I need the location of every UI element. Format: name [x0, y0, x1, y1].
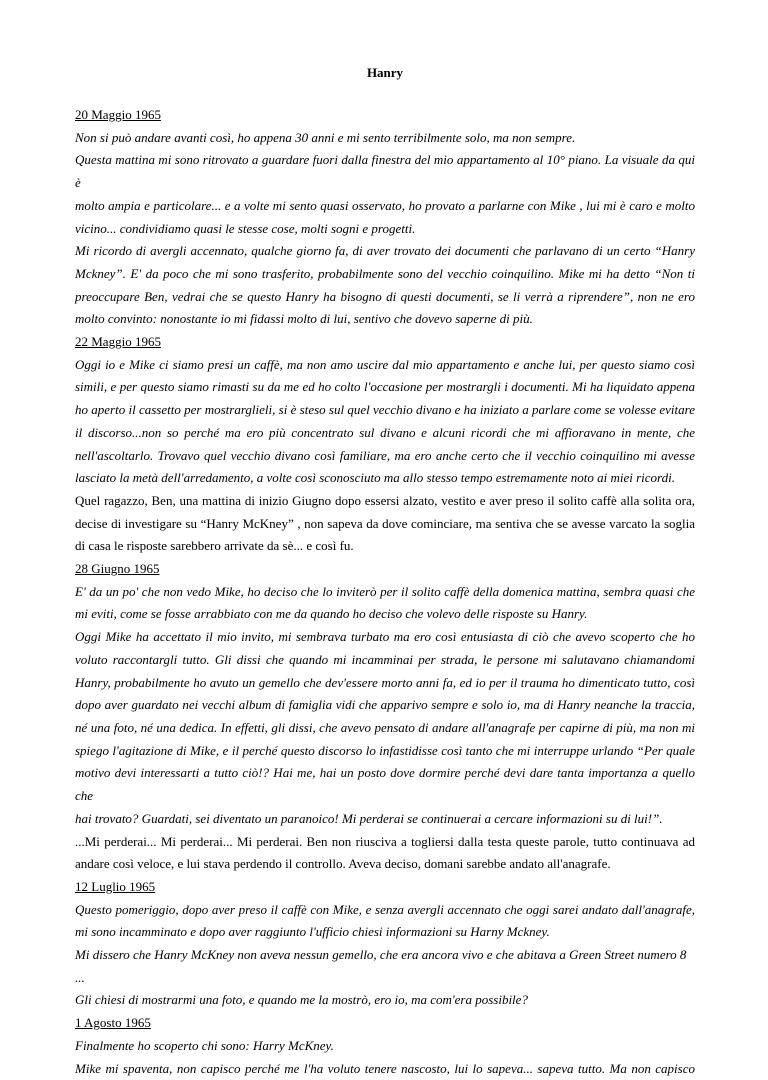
diary-text-line: E' da un po' che non vedo Mike, ho deciso che lo inviterò per il solito caffè della domenica mattina, sembra quasi che: [75, 583, 695, 599]
narration-text-line: di casa le risposte sarebbero arrivate da sè... e così fu.: [75, 538, 354, 554]
diary-text-line: Questo pomeriggio, dopo aver preso il caffè con Mike, e senza avergli accennato che oggi sarei andato dall'anagrafe,: [75, 901, 695, 917]
diary-text-line: ho aperto il cassetto per mostrarglieli, si è steso sul quel vecchio divano e ha iniziato a parlare come se volesse evitare: [75, 402, 695, 418]
diary-text-line: Questa mattina mi sono ritrovato a guardare fuori dalla finestra del mio appartamento al 10° piano. La visuale da qui è: [75, 152, 695, 191]
document-title: Hanry: [366, 65, 404, 80]
diary-text-line: molto convinto: nonostante io mi fidassi molto di lui, sentivo che dovevo saperne di più.: [75, 311, 533, 327]
diary-text-line: spiego l'agitazione di Mike, e il perché questo discorso lo infastidisse così tanto che mi interruppe urlando “Per quale: [75, 742, 695, 758]
diary-text-line: né una foto, né una dedica. In effetti, gli dissi, che avevo pensato di andare all'anagrafe per capirne di più, ma non mi: [75, 719, 695, 735]
diary-text-line: Hanry, probabilmente ho avuto un gemello che dev'essere morto anni fa, ed io per il trauma ho dimenticato tutto, così: [75, 674, 695, 690]
narration-text-line: decise di investigare su “Hanry McKney” , non sapeva da dove cominciare, ma sentiva che se avesse varcato la soglia: [75, 515, 695, 531]
diary-text-line: Mckney”. E' da poco che mi sono trasferito, probabilmente sono del vecchio coinquilino. Mike mi ha detto “Non ti: [75, 265, 695, 281]
diary-text-line: Oggi io e Mike ci siamo presi un caffè, ma non amo uscire dal mio appartamento e anche lui, per questo siamo così: [75, 356, 695, 372]
diary-text-line: simili, e per questo siamo rimasti su da me ed ho colto l'occasione per mostrargli i documenti. Mi ha liquidato appena: [75, 379, 695, 395]
diary-text-line: lasciato la metà dell'arredamento, a volte così sconosciuto ma allo stesso tempo estremamente noto ai miei ricordi.: [75, 470, 675, 486]
narration-text-line: Quel ragazzo, Ben, una mattina di inizio Giugno dopo essersi alzato, vestito e aver preso il solito caffè alla solita ora,: [75, 492, 695, 508]
diary-text-line: Finalmente ho scoperto chi sono: Harry McKney.: [75, 1037, 334, 1053]
diary-text-line: Non si può andare avanti così, ho appena 30 anni e mi sento terribilmente solo, ma non sempre.: [75, 129, 576, 145]
diary-text-line: mi eviti, come se fosse arrabbiato con me da quando ho deciso che volevo delle risposte su Hanry.: [75, 606, 588, 622]
diary-text-line: Mike mi spaventa, non capisco perché me l'ha voluto tenere nascosto, lui lo sapeva... sapeva tutto. Ma non capisco: [75, 1060, 695, 1076]
diary-text-line: Oggi Mike ha accettato il mio invito, mi sembrava turbato ma ero così entusiasta di ciò che avevo scoperto che ho: [75, 629, 695, 645]
narration-text-line: ...Mi perderai... Mi perderai... Mi perderai. Ben non riusciva a togliersi dalla testa queste parole, tutto continuava ad: [75, 833, 695, 849]
diary-text-line: molto ampia e particolare... e a volte mi sento quasi osservato, ho provato a parlarne con Mike , lui mi è caro e molto: [75, 197, 695, 213]
diary-entry-date: 22 Maggio 1965: [75, 334, 161, 350]
diary-text-line: preoccupare Ben, vedrai che se questo Hanry ha bisogno di questi documenti, se li verrà a riprendere”, non ne ero: [75, 288, 695, 304]
document-body: [75, 104, 695, 1080]
diary-text-line: Mi dissero che Hanry McKney non aveva nessun gemello, che era ancora vivo e che abitava a Green Street numero 8 ...: [75, 947, 687, 985]
diary-text-line: hai trovato? Guardati, sei diventato un paranoico! Mi perderai se continuerai a cercare informazioni su di lui!”.: [75, 810, 663, 826]
diary-text-line: motivo devi interessarti a tutto ciò!? Hai me, hai un posto dove dormire perché devi dare tanta importanza a quello che: [75, 765, 695, 804]
diary-text-line: dopo aver guardato nei vecchi album di famiglia vidi che apparivo sempre e solo io, ma di Hanry neanche la traccia,: [75, 697, 695, 713]
diary-entry-date: 1 Agosto 1965: [75, 1015, 151, 1031]
narration-text-line: andare così veloce, e lui stava perdendo il controllo. Aveva deciso, domani sarebbe andato all'anagrafe.: [75, 856, 611, 872]
diary-text-line: il discorso...non so perché ma ero più concentrato sul divano e alcuni ricordi che mi affioravano in mente, che: [75, 424, 695, 440]
diary-text-line: voluto raccontargli tutto. Gli dissi che quando mi incamminai per strada, le persone mi salutavano chiamandomi: [75, 651, 695, 667]
diary-text-line: Mi ricordo di avergli accennato, qualche giorno fa, di aver trovato dei documenti che parlavano di un certo “Hanry: [75, 243, 695, 259]
diary-entry-date: 12 Luglio 1965: [75, 878, 156, 894]
diary-text-line: mi sono incamminato e dopo aver raggiunto l'ufficio chiesi informazioni su Harny Mckney.: [75, 924, 550, 940]
diary-entry-date: 20 Maggio 1965: [75, 107, 161, 122]
diary-text-line: vicino... condividiamo quasi le stesse cose, molti sogni e progetti.: [75, 220, 416, 236]
diary-text-line: nell'ascoltarlo. Trovavo quel vecchio divano così familiare, ma ero anche certo che il vecchio coinquilino mi avesse: [75, 447, 695, 463]
diary-text-line: Gli chiesi di mostrarmi una foto, e quando me la mostrò, ero io, ma com'era possibile?: [75, 992, 528, 1008]
diary-entry-date: 28 Giugno 1965: [75, 561, 160, 577]
